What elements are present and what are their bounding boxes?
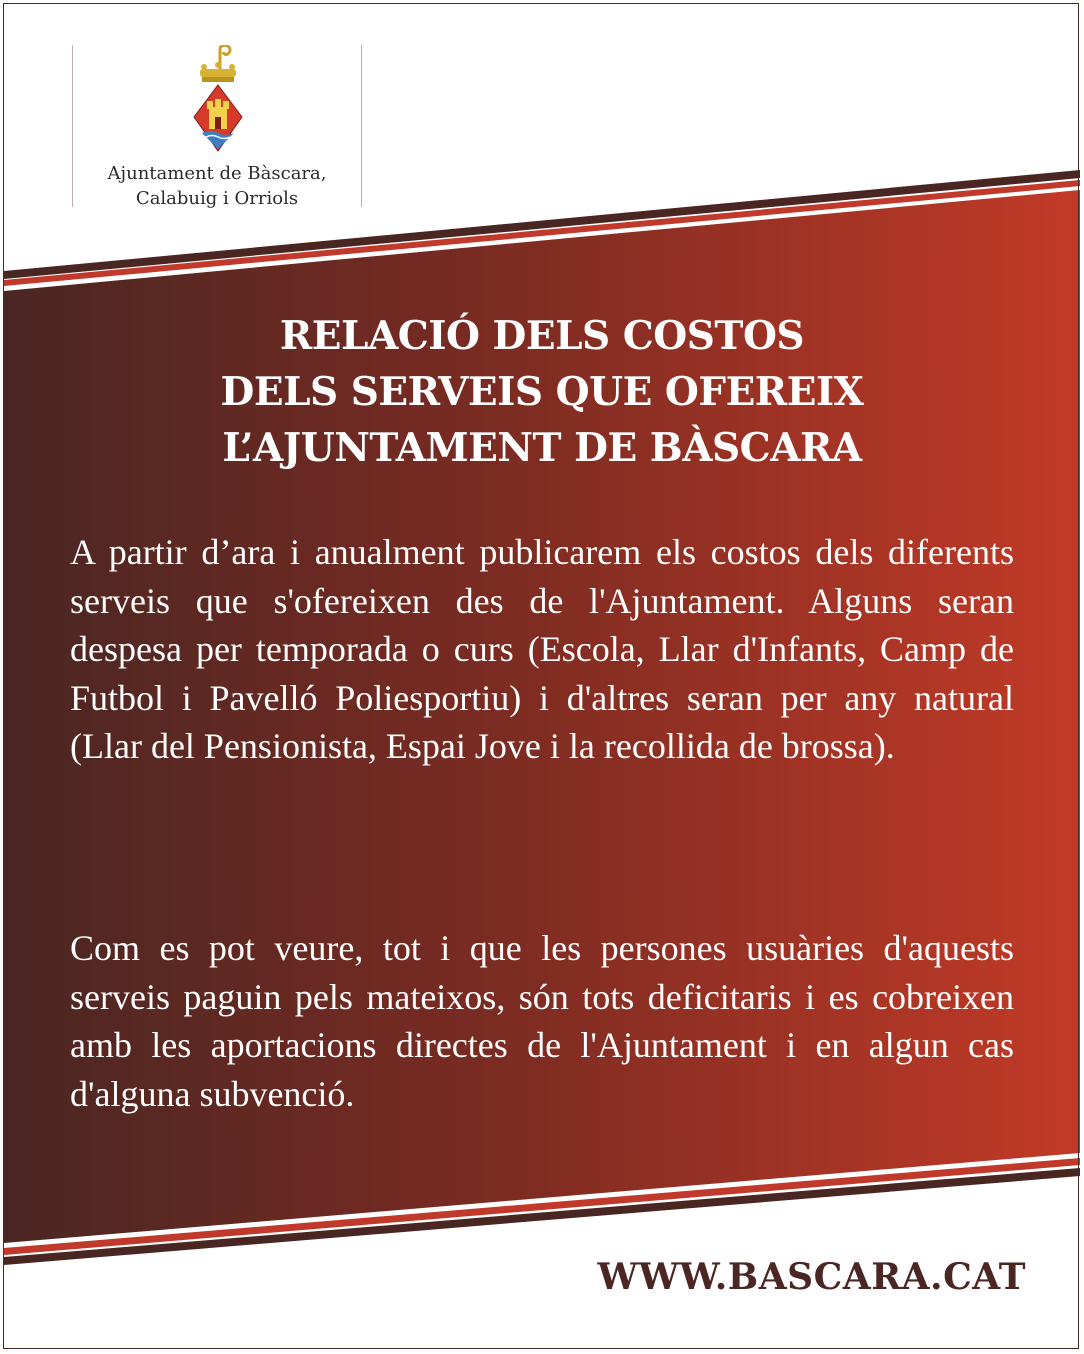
header — [72, 45, 362, 207]
organization-name-line-1: Ajuntament de Bàscara, — [107, 163, 327, 184]
page-title — [60, 308, 1024, 476]
page-title-line-2: DELS SERVEIS QUE OFEREIX — [220, 369, 864, 415]
bascara-coat-of-arms-icon — [190, 45, 246, 157]
organization-name — [72, 161, 362, 211]
organization-name-line-2: Calabuig i Orriols — [135, 188, 299, 209]
page-title-line-1: RELACIÓ DELS COSTOS — [279, 313, 805, 359]
website-link[interactable]: WWW.BASCARA.CAT — [597, 1256, 1026, 1298]
body-paragraph-1: A partir d’ara i anualment publicarem els costos dels diferents serveis que s'ofereixen des de l'Ajuntament. Alguns seran despesa per temporada o curs (Escola, Llar d'Infants, Camp de Futbol i Pavelló Poliesportiu) i d'altres seran per any natural (Llar del Pensionista, Espai Jove i la recollida de brossa). — [70, 532, 1014, 766]
body-paragraph-2: Com es pot veure, tot i que les persones usuàries d'aquests serveis paguin pels mateixos, són tots deficitaris i es cobreixen amb les aportacions directes de l'Ajuntament i en algun cas d'alguna subvenció. — [70, 928, 1014, 1114]
page-title-line-3: L’AJUNTAMENT DE BÀSCARA — [222, 425, 862, 471]
